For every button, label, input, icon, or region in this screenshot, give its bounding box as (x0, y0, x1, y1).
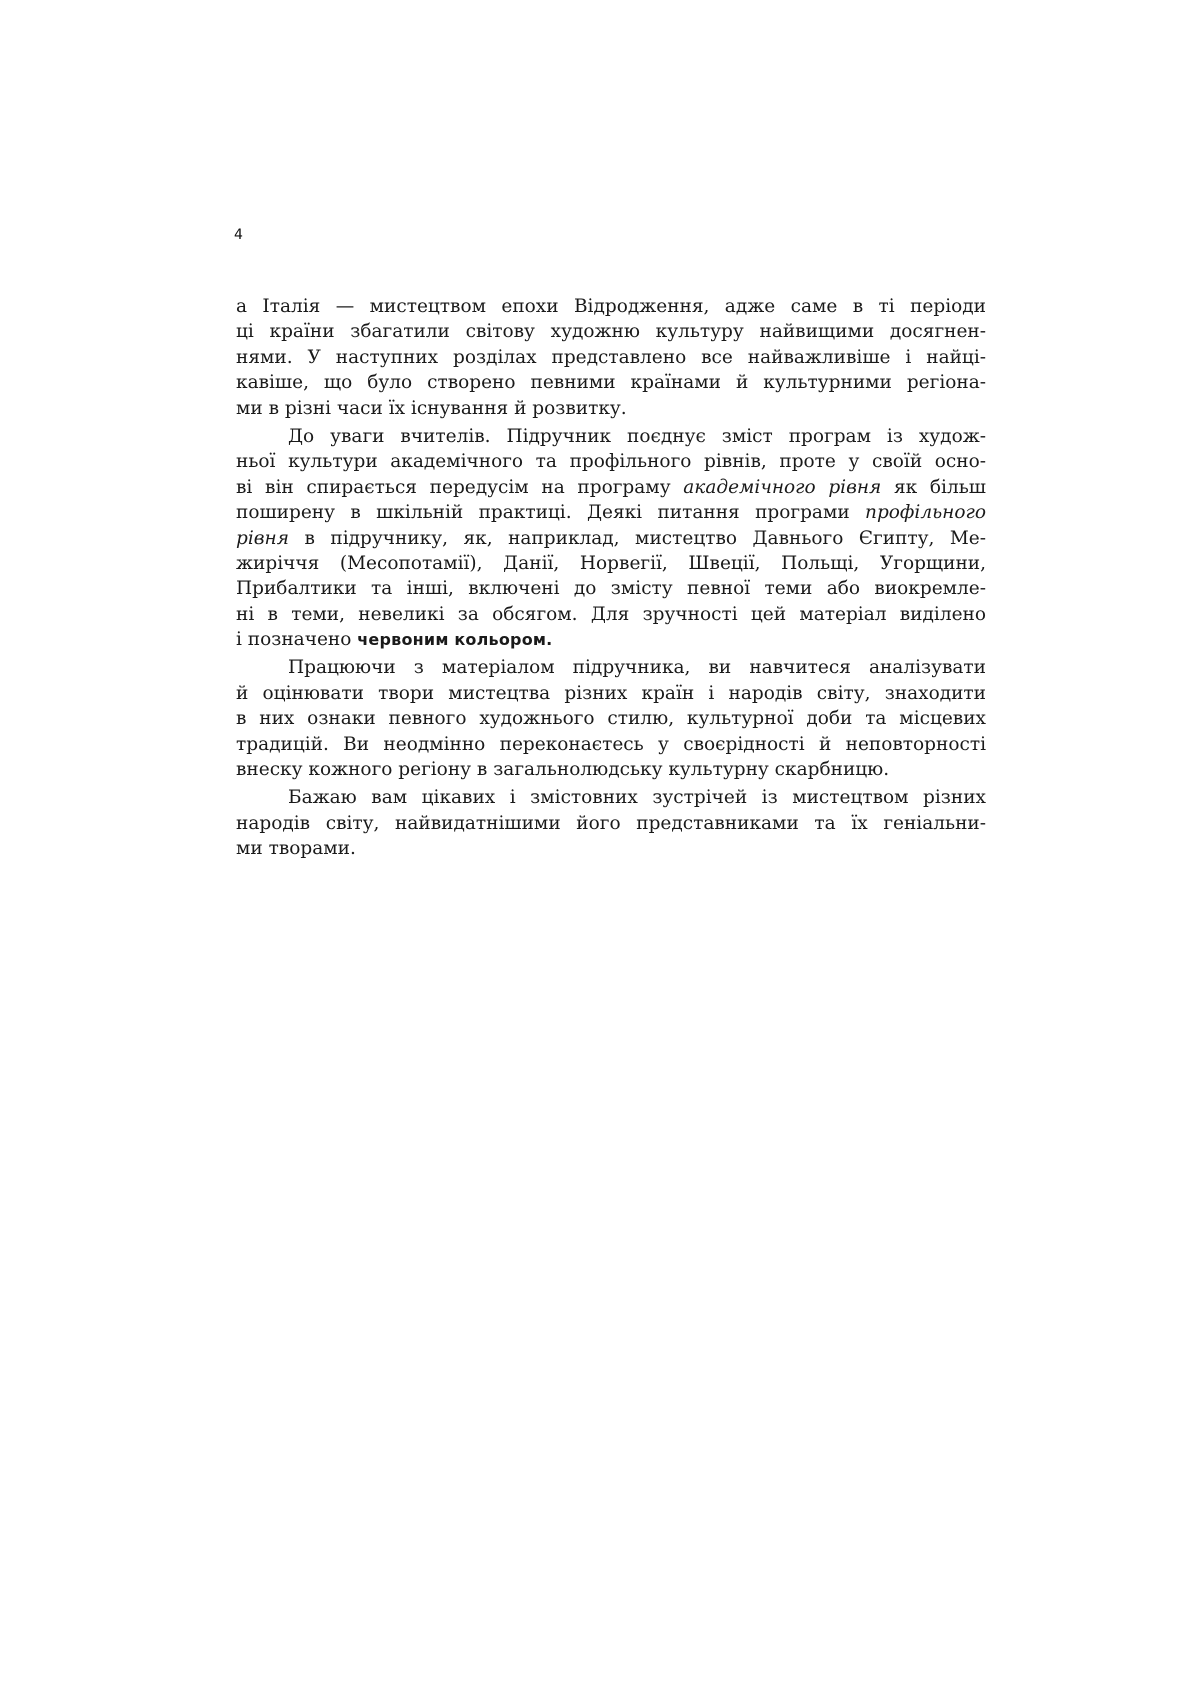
paragraph-line: жиріччя (Месопотамії), Данії, Норвегії, Швеції, Польщі, Угорщини, (236, 552, 986, 574)
document-body (236, 294, 986, 862)
paragraph-line: До уваги вчителів. Підручник поєднує зміст програм із худож- (288, 425, 986, 447)
paragraph-line: в них ознаки певного художнього стилю, культурної доби та місцевих (236, 708, 986, 730)
text-run: як більш (881, 476, 986, 498)
paragraph-line: ні в теми, невеликі за обсягом. Для зручності цей матеріал виділено (236, 603, 986, 625)
page-number: 4 (234, 227, 243, 243)
text-run: і позначено (236, 629, 358, 651)
paragraph-line: народів світу, найвидатнішими його представниками та їх геніальни- (236, 812, 986, 834)
paragraph-1 (236, 294, 986, 421)
paragraph-3 (236, 655, 986, 782)
paragraph-line: й оцінювати твори мистецтва різних країн і народів світу, знаходити (236, 682, 986, 704)
text-run: поширену в шкільній практиці. Деякі питання програми (236, 502, 866, 524)
paragraph-line: Бажаю вам цікавих і змістовних зустрічей із мистецтвом різних (288, 787, 986, 809)
paragraph-line (236, 475, 986, 500)
paragraph-line (236, 526, 986, 551)
italic-run-profile: профільного (865, 502, 986, 524)
paragraph-line: нями. У наступних розділах представлено все найважливіше і найці- (236, 346, 986, 368)
paragraph-line: ми творами. (236, 838, 356, 860)
paragraph-line (236, 627, 986, 652)
paragraph-line: а Італія — мистецтвом епохи Відродження, адже саме в ті періоди (236, 296, 986, 317)
italic-run-academic-level: академічного рівня (683, 476, 882, 498)
text-run: ві він спирається передусім на програму (236, 476, 684, 498)
paragraph-line: Працюючи з матеріалом підручника, ви навчитеся аналізувати (288, 657, 986, 679)
paragraph-line: Прибалтики та інші, включені до змісту певної теми або виокремле- (236, 578, 986, 600)
paragraph-line: ці країни збагатили світову художню культуру найвищими досягнен- (236, 321, 986, 343)
paragraph-2-teachers-note (236, 424, 986, 653)
paragraph-line: внеску кожного регіону в загальнолюдську культурну скарбницю. (236, 759, 890, 781)
highlight-red-color-note: червоним кольором. (357, 630, 553, 650)
text-run: в підручнику, як, наприклад, мистецтво Давнього Єгипту, Ме- (288, 527, 986, 549)
paragraph-line: ми в різні часи їх існування й розвитку. (236, 397, 627, 419)
paragraph-line (236, 500, 986, 525)
paragraph-4 (236, 785, 986, 861)
paragraph-line: кавіше, що було створено певними країнами й культурними регіона- (236, 372, 986, 394)
paragraph-line: ньої культури академічного та профільного рівнів, проте у своїй осно- (236, 451, 986, 473)
paragraph-line: традицій. Ви неодмінно переконаєтесь у своєрідності й неповторності (236, 733, 986, 755)
italic-run-level: рівня (236, 527, 289, 549)
